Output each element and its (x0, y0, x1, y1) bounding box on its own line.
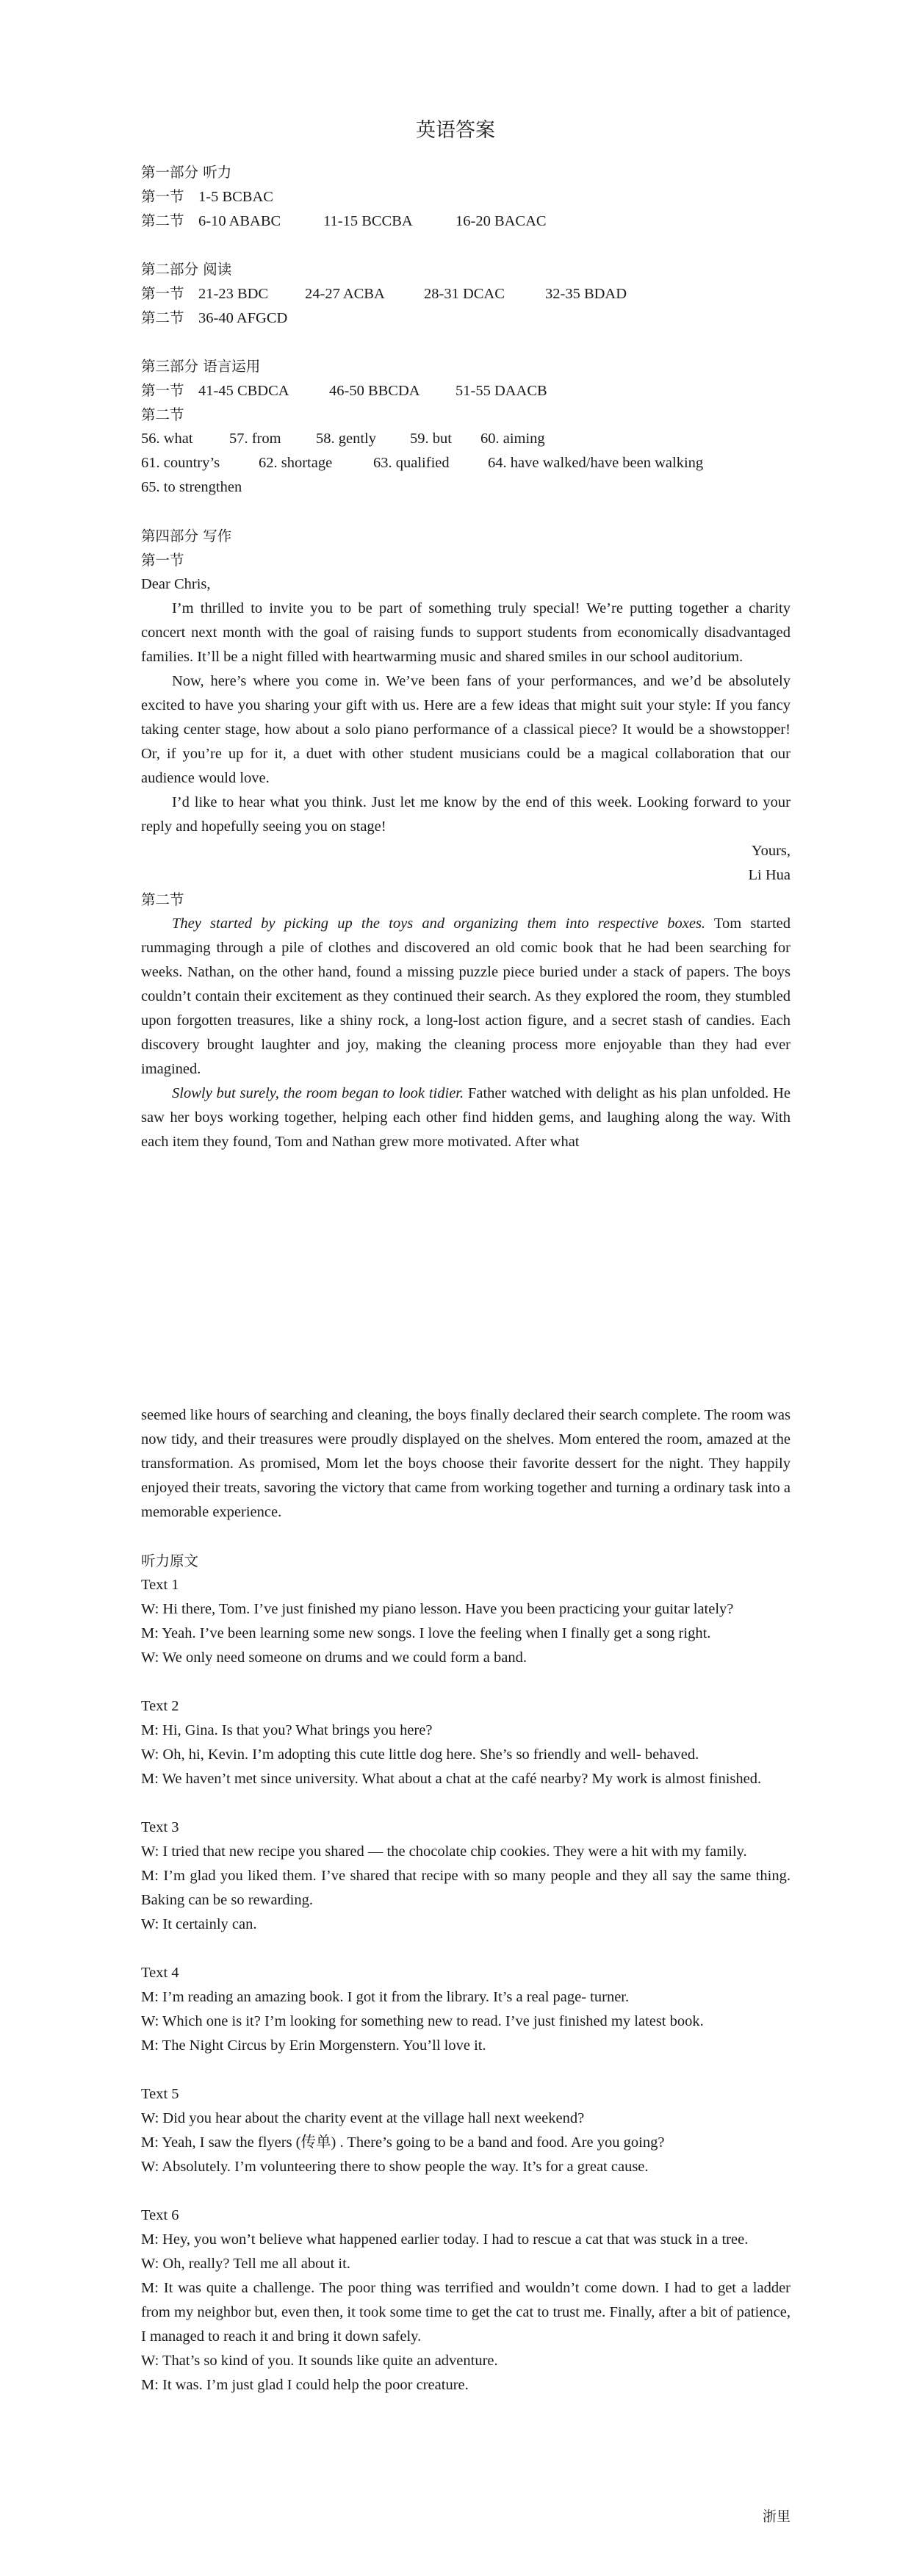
dialogue-line: M: The Night Circus by Erin Morgenstern. You’ll love it. (141, 2037, 486, 2054)
answer-item: 60. aiming (480, 431, 545, 447)
dialogue-line: W: That’s so kind of you. It sounds like quite an adventure. (141, 2353, 498, 2369)
answer-group: 6-10 ABABC (198, 213, 281, 229)
story-paragraph (141, 1082, 791, 1154)
answer-group: 36-40 AFGCD (198, 310, 288, 326)
part3-answers-row2 (141, 451, 791, 475)
section-label: 第二节 (141, 309, 184, 326)
section-label: 第一节 (141, 188, 184, 205)
dialogue-line: M: We haven’t met since university. What about a chat at the café nearby? My work is almost finished. (141, 1771, 762, 1787)
dialogue-line: W: We only need someone on drums and we could form a band. (141, 1649, 527, 1666)
story-lead-sentence: Slowly but surely, the room began to look tidier. (172, 1085, 464, 1101)
story-text: Father watched with delight as his plan unfolded. He saw her boys working together, helping each other find hidden gems, and laughing along the way. With each item they found, Tom and Nathan grew more motivated. After what (141, 1085, 791, 1150)
answer-item: 61. country’s (141, 455, 220, 471)
story-text: Tom started rummaging through a pile of clothes and discovered an old comic book that he had been searching for weeks. Nathan, on the other hand, found a missing puzzle piece buried under a stack of papers. The boys couldn’t contain their excitement as they continued their search. As they explored the room, they stumbled upon forgotten treasures, like a shiny rock, a long-lost action figure, and a secret stash of candies. Each discovery brought laughter and joy, making the cleaning process more enjoyable than they had ever imagined. (141, 915, 791, 1077)
dialogue-line: M: Hey, you won’t believe what happened earlier today. I had to rescue a cat that was stuck in a tree. (141, 2231, 749, 2248)
text-label: Text 1 (141, 1577, 179, 1593)
dialogue-line: W: It certainly can. (141, 1916, 257, 1932)
part3-section1 (141, 378, 791, 403)
part2-section2 (141, 306, 791, 330)
part3-answers-row1 (141, 427, 791, 451)
part3-heading: 第三部分 语言运用 (141, 358, 261, 375)
writing-letter (141, 572, 791, 1154)
answer-item: 57. from (229, 431, 281, 447)
story-paragraph (141, 912, 791, 1082)
answer-section (141, 160, 791, 572)
answer-item: 59. but (410, 431, 452, 447)
letter-paragraph: I’m thrilled to invite you to be part of something truly special! We’re putting together a charity concert next month with the goal of raising funds to support students from economically disadvantaged families. It’ll be a night filled with heartwarming music and shared smiles in our school auditorium. (141, 600, 791, 665)
dialogue-line: M: It was quite a challenge. The poor thing was terrified and wouldn’t come down. I had to get a ladder from my neighbor but, even then, it took some time to get the cat to trust me. Finally, after a bit of patience, I managed to reach it and bring it down safely. (141, 2280, 791, 2345)
answer-item: 56. what (141, 431, 193, 447)
text-label: Text 5 (141, 2086, 179, 2102)
text-label: Text 6 (141, 2207, 179, 2223)
part1-section1 (141, 184, 791, 209)
answer-item: 65. to strengthen (141, 479, 242, 495)
text-label: Text 3 (141, 1819, 179, 1835)
dialogue-line: W: Absolutely. I’m volunteering there to show people the way. It’s for a great cause. (141, 2159, 649, 2175)
dialogue-line: W: Hi there, Tom. I’ve just finished my piano lesson. Have you been practicing your guitar lately? (141, 1601, 734, 1617)
part2-section1 (141, 281, 791, 306)
dialogue-line: M: Yeah, I saw the flyers (传单) . There’s going to be a band and food. Are you going? (141, 2134, 665, 2151)
answer-group: 16-20 BACAC (455, 213, 547, 229)
dialogue-line: W: Oh, really? Tell me all about it. (141, 2256, 350, 2272)
story-continuation (141, 1403, 791, 2397)
answer-item: 62. shortage (259, 455, 333, 471)
part4-heading: 第四部分 写作 (141, 528, 232, 544)
answer-item: 64. have walked/have been walking (488, 455, 704, 471)
section-label: 第二节 (141, 212, 184, 229)
answer-item: 58. gently (316, 431, 376, 447)
section-label: 第一节 (141, 552, 184, 569)
answer-group: 21-23 BDC (198, 286, 269, 302)
section-label: 第一节 (141, 382, 184, 399)
answer-group: 41-45 CBDCA (198, 383, 289, 399)
answer-group: 32-35 BDAD (545, 286, 627, 302)
letter-paragraph: I’d like to hear what you think. Just let me know by the end of this week. Looking forward to your reply and hopefully seeing you on stage! (141, 794, 791, 835)
section-label: 第一节 (141, 285, 184, 302)
section-label: 第二节 (141, 406, 184, 423)
answer-group: 24-27 ACBA (305, 286, 385, 302)
letter-closing: Yours, (751, 843, 791, 859)
text-label: Text 2 (141, 1698, 179, 1714)
story-paragraph: seemed like hours of searching and cleaning, the boys finally declared their search complete. The room was now tidy, and their treasures were proudly displayed on the shelves. Mom entered the room, amazed at the transformation. As promised, Mom let the boys choose their favorite dessert for the night. They happily enjoyed their treats, savoring the victory that came from working together and turning a ordinary task into a memorable experience. (141, 1407, 791, 1520)
dialogue-line: M: I’m reading an amazing book. I got it from the library. It’s a real page- turner. (141, 1989, 630, 2005)
answer-group: 51-55 DAACB (455, 383, 547, 399)
dialogue-line: M: It was. I’m just glad I could help the poor creature. (141, 2377, 469, 2393)
letter-greeting: Dear Chris, (141, 576, 211, 592)
answer-group: 46-50 BBCDA (329, 383, 420, 399)
dialogue-line: M: I’m glad you liked them. I’ve shared that recipe with so many people and they all say the same thing. Baking can be so rewarding. (141, 1868, 791, 1908)
letter-paragraph: Now, here’s where you come in. We’ve been fans of your performances, and we’d be absolutely excited to have you sharing your gift with us. Here are a few ideas that might suit your style: If you fancy taking center stage, how about a solo piano performance of a classical piece? It would be a showstopper! Or, if you’re up for it, a duet with other student musicians could be a magical collaboration that our audience would love. (141, 673, 791, 786)
dialogue-line: W: Which one is it? I’m looking for something new to read. I’ve just finished my latest book. (141, 2013, 704, 2029)
text-label: Text 4 (141, 1965, 179, 1981)
dialogue-line: W: Did you hear about the charity event at the village hall next weekend? (141, 2110, 585, 2126)
part3-answers-row3 (141, 475, 791, 500)
answer-group: 11-15 BCCBA (323, 213, 413, 229)
letter-signature: Li Hua (748, 867, 791, 883)
answer-item: 63. qualified (373, 455, 450, 471)
listening-heading: 听力原文 (141, 1553, 199, 1569)
dialogue-line: M: Yeah. I’ve been learning some new songs. I love the feeling when I finally get a song right. (141, 1625, 711, 1641)
page-title: 英语答案 (416, 119, 495, 142)
page-footer: 浙里 (762, 2508, 791, 2525)
dialogue-line: M: Hi, Gina. Is that you? What brings you here? (141, 1722, 433, 1738)
story-lead-sentence: They started by picking up the toys and organizing them into respective boxes. (172, 915, 706, 932)
dialogue-line: W: Oh, hi, Kevin. I’m adopting this cute little dog here. She’s so friendly and well- behaved. (141, 1746, 699, 1763)
part1-heading: 第一部分 听力 (141, 164, 232, 181)
dialogue-line: W: I tried that new recipe you shared — the chocolate chip cookies. They were a hit with my family. (141, 1843, 747, 1860)
answer-group: 28-31 DCAC (424, 286, 505, 302)
section-label: 第二节 (141, 891, 184, 908)
part2-heading: 第二部分 阅读 (141, 261, 232, 278)
answer-group: 1-5 BCBAC (198, 189, 273, 205)
part1-section2 (141, 209, 791, 233)
